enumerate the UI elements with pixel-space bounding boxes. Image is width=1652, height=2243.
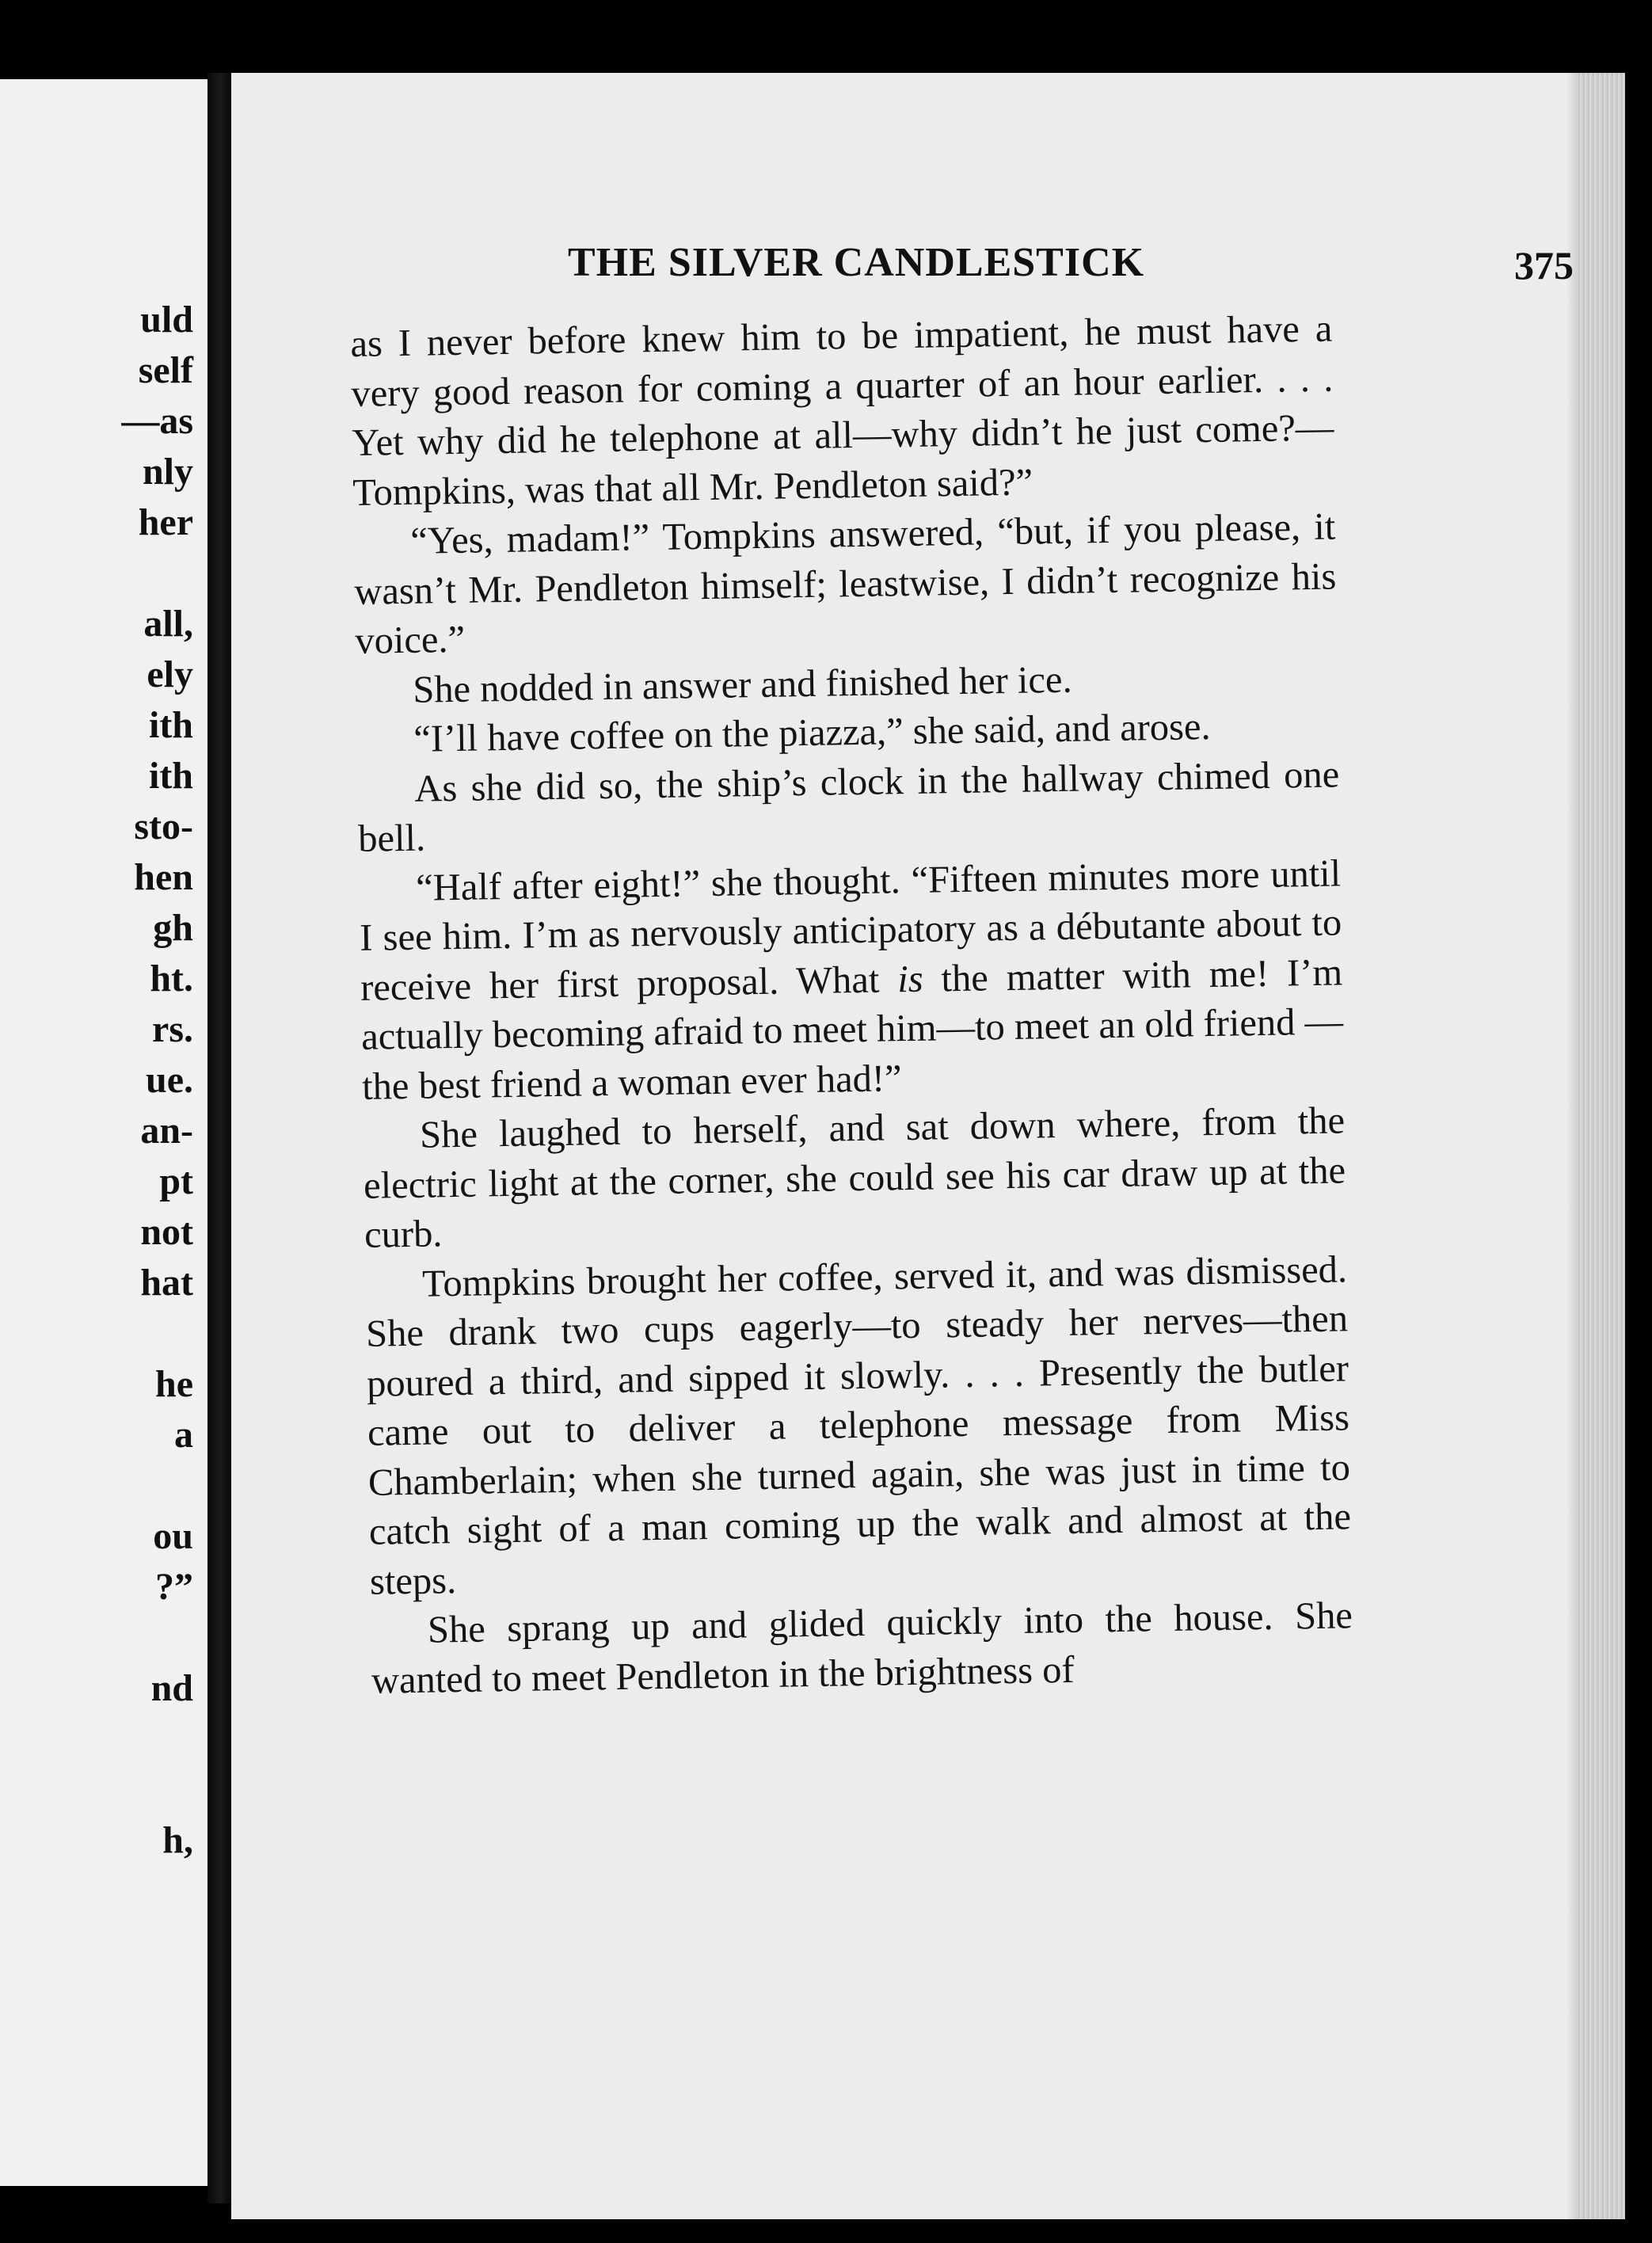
paragraph: “I’ll have coffee on the piazza,” she said, and arose. [413, 706, 1211, 760]
paragraph: “Yes, madam!” Tompkins answered, “but, if you please, it wasn’t Mr. Pendleton himself; leastwise, I didn’t recognize his voice.” [353, 505, 1337, 662]
left-fragment-line: ou [153, 1515, 193, 1557]
left-fragment-line: hat [140, 1262, 193, 1304]
left-fragment-line: rs. [152, 1008, 193, 1050]
left-fragment-line: ht. [150, 958, 193, 1000]
left-fragment-line: not [140, 1211, 193, 1253]
left-fragment-line: pt [159, 1160, 193, 1202]
left-fragment-line: sto- [134, 805, 193, 847]
paragraph-text: the matter with me! I’m actually becoming afraid to meet him—to meet an old friend —the best friend a woman ever had!” [360, 950, 1344, 1108]
left-fragment-line: a [174, 1414, 193, 1456]
paragraph: She nodded in answer and finished her ice. [412, 658, 1072, 711]
left-fragment-line: ith [148, 704, 193, 746]
page-stack-edge [1578, 73, 1625, 2219]
left-fragment-line: uld [140, 299, 193, 341]
emphasized-word: is [896, 958, 924, 1000]
left-fragment-line: self [138, 349, 193, 391]
left-fragment-line: ely [147, 653, 193, 695]
left-page [0, 79, 207, 2186]
left-fragment-line: gh [153, 907, 193, 949]
paragraph [359, 849, 1345, 1112]
left-fragment-line: he [155, 1363, 193, 1405]
left-fragment-line: her [138, 501, 193, 543]
paragraph-text: “Half after eight!” she thought. “Fifteen minutes more until I see him. I’m as nervously anticipatory as a débutante about to receive her first proposal. What [359, 851, 1342, 1009]
left-fragment-line: an- [140, 1110, 193, 1152]
body-text [350, 305, 1353, 1706]
paragraph: She laughed to herself, and sat down where, from the electric light at the corner, she could see his car draw up at the curb. [363, 1099, 1346, 1256]
paragraph: as I never before knew him to be impatient, he must have a very good reason for coming a quarter of an hour earlier. . . . Yet why did he telephone at all—why didn’t he just come?—Tompkins, was that all Mr. Pendleton said?” [350, 307, 1334, 514]
paragraph: She sprang up and glided quickly into the house. She wanted to meet Pendleton in the brightness of [371, 1594, 1353, 1702]
right-page [231, 73, 1625, 2219]
left-fragment-line: all, [143, 603, 193, 645]
paragraph: As she did so, the ship’s clock in the hallway chimed one bell. [357, 752, 1340, 860]
running-title: THE SILVER CANDLESTICK [568, 240, 1145, 285]
book-gutter [207, 73, 233, 2203]
left-fragment-line: hen [134, 856, 193, 898]
left-fragment-line: —as [121, 400, 193, 442]
left-fragment-line: ?” [155, 1566, 193, 1608]
left-fragment-line: nly [142, 451, 193, 493]
page-edge-shadow [1566, 73, 1578, 2219]
left-fragment-line: nd [150, 1667, 193, 1709]
left-fragment-line: ith [148, 755, 193, 797]
left-fragment-line: h, [162, 1819, 193, 1861]
left-fragment-line: ue. [146, 1059, 193, 1101]
paragraph: Tompkins brought her coffee, served it, and was dismissed. She drank two cups eagerly—to steady her nerves—then poured a third, and sipped it slowly. . . . Presently the butler came out to deliver a telephone message from Miss Chamberlain; when she turned again, she was just in time to catch sight of a man coming up the walk and almost at the steps. [365, 1247, 1352, 1603]
page-header [568, 239, 1574, 295]
page-number: 375 [1514, 243, 1574, 288]
